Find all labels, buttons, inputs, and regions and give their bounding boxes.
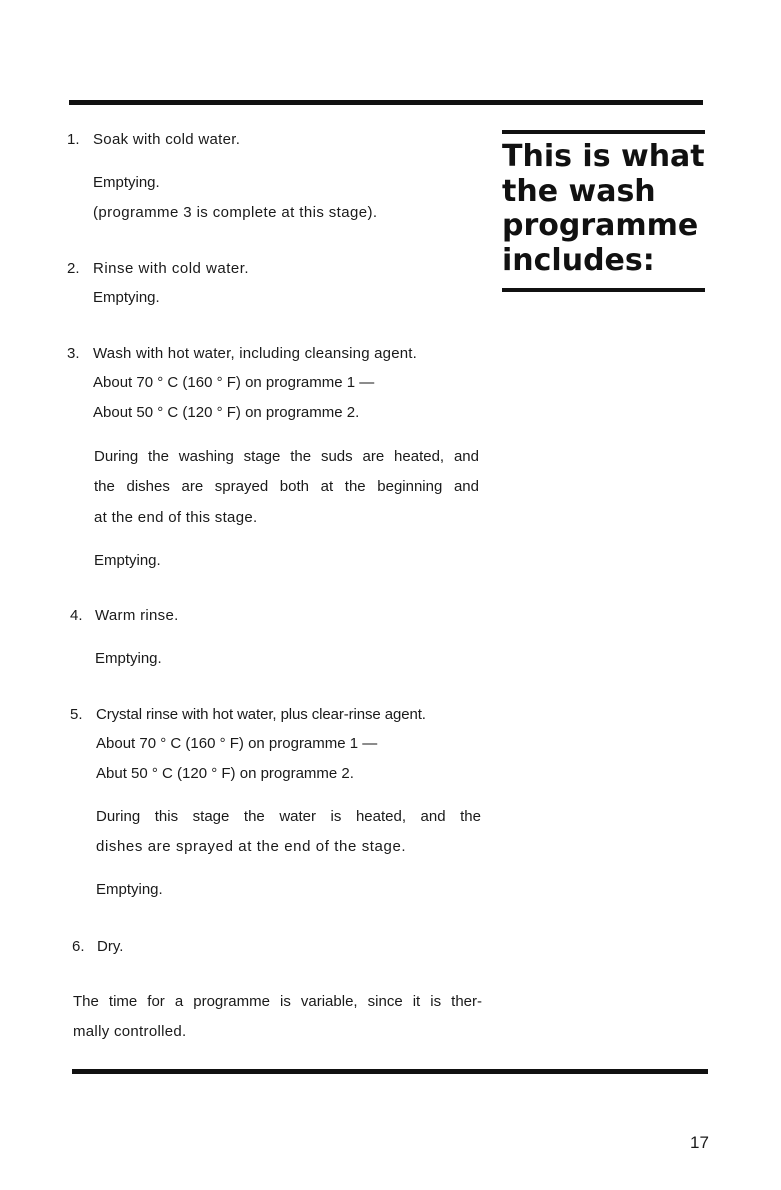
footer-note-line-1: The time for a programme is variable, since it is ther- xyxy=(73,993,482,1010)
step-5-temp-1: About 70 ° C (160 ° F) on programme 1 — xyxy=(96,735,378,752)
step-4-emptying: Emptying. xyxy=(95,650,162,667)
page-number: 17 xyxy=(690,1133,709,1152)
step-3-temp-1: About 70 ° C (160 ° F) on programme 1 — xyxy=(93,374,375,391)
step-5-number: 5. xyxy=(70,706,83,723)
step-3-paragraph-line-3: at the end of this stage. xyxy=(94,509,258,526)
step-1-note: (programme 3 is complete at this stage). xyxy=(93,204,378,221)
step-3-temp-2: About 50 ° C (120 ° F) on programme 2. xyxy=(93,404,360,421)
step-6-title: Dry. xyxy=(97,938,124,955)
step-4-title: Warm rinse. xyxy=(95,607,179,624)
bottom-rule xyxy=(72,1069,708,1074)
step-2-emptying: Emptying. xyxy=(93,289,160,306)
step-6-number: 6. xyxy=(72,938,85,955)
step-1-title: Soak with cold water. xyxy=(93,131,241,148)
step-3-title: Wash with hot water, including cleansing agent. xyxy=(93,345,418,362)
section-heading: This is what the wash programme includes: xyxy=(502,139,705,278)
heading-bottom-rule xyxy=(502,288,705,292)
step-2-title: Rinse with cold water. xyxy=(93,260,250,277)
step-4-number: 4. xyxy=(70,607,83,624)
step-5-paragraph-line-1: During this stage the water is heated, and the xyxy=(96,808,481,825)
top-rule xyxy=(69,100,703,105)
heading-top-rule xyxy=(502,130,705,134)
step-2-number: 2. xyxy=(67,260,80,277)
step-3-emptying: Emptying. xyxy=(94,552,161,569)
step-3-paragraph-line-1: During the washing stage the suds are heated, and xyxy=(94,448,479,465)
step-5-temp-2: Abut 50 ° C (120 ° F) on programme 2. xyxy=(96,765,354,782)
step-5-emptying: Emptying. xyxy=(96,881,163,898)
step-1-emptying: Emptying. xyxy=(93,174,160,191)
step-3-paragraph-line-2: the dishes are sprayed both at the beginning and xyxy=(94,478,479,495)
footer-note-line-2: mally controlled. xyxy=(73,1023,187,1040)
step-5-title: Crystal rinse with hot water, plus clear-rinse agent. xyxy=(96,706,426,723)
step-5-paragraph-line-2: dishes are sprayed at the end of the stage. xyxy=(96,838,407,855)
step-1-number: 1. xyxy=(67,131,80,148)
step-3-number: 3. xyxy=(67,345,80,362)
